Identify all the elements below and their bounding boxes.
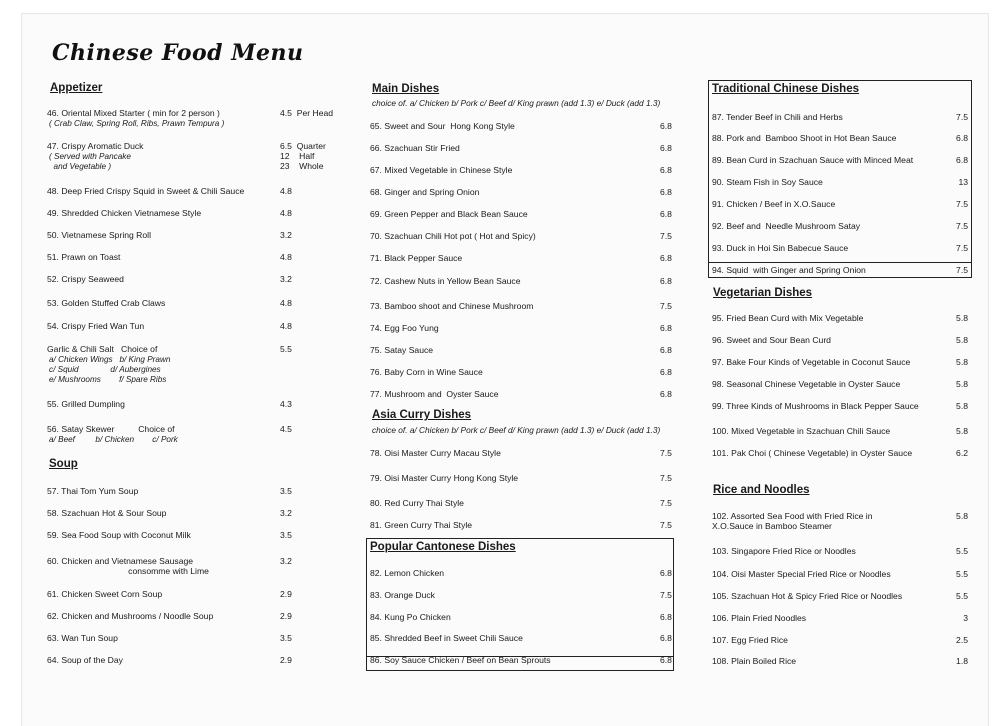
item-name: 104. Oisi Master Special Fried Rice or Noodles bbox=[712, 569, 891, 579]
traditional-item bbox=[712, 155, 972, 165]
item-price: 5.5 bbox=[956, 569, 968, 579]
item-price: 7.5 bbox=[660, 473, 672, 483]
item-name: Garlic & Chili Salt Choice of bbox=[47, 344, 158, 354]
rice-item bbox=[712, 511, 972, 531]
item-price: 3.2 bbox=[280, 556, 292, 566]
vegetarian-item bbox=[712, 379, 972, 389]
item-name: 99. Three Kinds of Mushrooms in Black Pepper Sauce bbox=[712, 401, 919, 411]
item-price: 6.8 bbox=[660, 345, 672, 355]
menu-title: Chinese Food Menu bbox=[52, 40, 304, 66]
item-name: 86. Soy Sauce Chicken / Beef on Bean Sprouts bbox=[370, 655, 551, 665]
item-price: 5.8 bbox=[956, 426, 968, 436]
item-name: 85. Shredded Beef in Sweet Chili Sauce bbox=[370, 633, 523, 643]
item-price: 2.9 bbox=[280, 611, 292, 621]
item-name: 82. Lemon Chicken bbox=[370, 568, 445, 578]
item-name: 67. Mixed Vegetable in Chinese Style bbox=[370, 165, 513, 175]
cantonese-item bbox=[370, 612, 690, 622]
item-name: 95. Fried Bean Curd with Mix Vegetable bbox=[712, 313, 864, 323]
item-name: 101. Pak Choi ( Chinese Vegetable) in Oyster Sauce bbox=[712, 448, 913, 458]
item-name: 52. Crispy Seaweed bbox=[47, 274, 124, 284]
item-price: 6.8 bbox=[660, 143, 672, 153]
curry-note: choice of. a/ Chicken b/ Pork c/ Beef d/ King prawn (add 1.3) e/ Duck (add 1.3) bbox=[372, 425, 661, 435]
item-price: 6.8 bbox=[660, 655, 672, 665]
soup-item bbox=[47, 611, 347, 621]
item-name: 66. Szachuan Stir Fried bbox=[370, 143, 460, 153]
item-name: 62. Chicken and Mushrooms / Noodle Soup bbox=[47, 611, 214, 621]
item-name: 89. Bean Curd in Szachuan Sauce with Minced Meat bbox=[712, 155, 914, 165]
main-item bbox=[370, 323, 690, 333]
item-price: 6.8 bbox=[956, 155, 968, 165]
item-price: 7.5 bbox=[956, 221, 968, 231]
item-name: 57. Thai Tom Yum Soup bbox=[47, 486, 139, 496]
vegetarian-header: Vegetarian Dishes bbox=[713, 287, 813, 299]
item-name: 90. Steam Fish in Soy Sauce bbox=[712, 177, 823, 187]
vegetarian-item bbox=[712, 401, 972, 411]
item-price: 6.8 bbox=[660, 323, 672, 333]
appetizer-item bbox=[47, 186, 347, 196]
item-price: 7.5 bbox=[956, 199, 968, 209]
main-item bbox=[370, 367, 690, 377]
cantonese-header: Popular Cantonese Dishes bbox=[370, 541, 516, 553]
item-name: 105. Szachuan Hot & Spicy Fried Rice or Noodles bbox=[712, 591, 903, 601]
traditional-item bbox=[712, 221, 972, 231]
item-name: 70. Szachuan Chili Hot pot ( Hot and Spicy) bbox=[370, 231, 536, 241]
item-price: 5.8 bbox=[956, 511, 968, 521]
appetizer-item bbox=[47, 424, 347, 444]
item-price: 6.8 bbox=[660, 276, 672, 286]
item-price: 7.5 bbox=[956, 112, 968, 122]
item-price: 3.2 bbox=[280, 230, 292, 240]
cantonese-item bbox=[370, 568, 690, 578]
traditional-item bbox=[712, 265, 972, 275]
item-price: 5.8 bbox=[956, 335, 968, 345]
traditional-item bbox=[712, 112, 972, 122]
appetizer-item bbox=[47, 298, 347, 308]
item-name: 78. Oisi Master Curry Macau Style bbox=[370, 448, 501, 458]
item-name: 91. Chicken / Beef in X.O.Sauce bbox=[712, 199, 836, 209]
item-name: 59. Sea Food Soup with Coconut Milk bbox=[47, 530, 191, 540]
item-price: 1.8 bbox=[956, 656, 968, 666]
item-name: 107. Egg Fried Rice bbox=[712, 635, 788, 645]
item-price: 6.8 bbox=[660, 121, 672, 131]
item-price: 6.8 bbox=[956, 133, 968, 143]
item-price: 4.3 bbox=[280, 399, 292, 409]
item-price: 7.5 bbox=[660, 231, 672, 241]
item-name: 49. Shredded Chicken Vietnamese Style bbox=[47, 208, 202, 218]
item-price: 4.8 bbox=[280, 252, 292, 262]
appetizer-item bbox=[47, 141, 347, 172]
item-name: 96. Sweet and Sour Bean Curd bbox=[712, 335, 831, 345]
item-price: 5.5 bbox=[280, 344, 292, 354]
item-name: 94. Squid with Ginger and Spring Onion bbox=[712, 265, 866, 275]
soup-item bbox=[47, 633, 347, 643]
item-name: 88. Pork and Bamboo Shoot in Hot Bean Sauce bbox=[712, 133, 897, 143]
item-price: 6.8 bbox=[660, 253, 672, 263]
item-name: 74. Egg Foo Yung bbox=[370, 323, 439, 333]
appetizer-item bbox=[47, 344, 347, 385]
traditional-item bbox=[712, 243, 972, 253]
item-name: 56. Satay Skewer Choice of bbox=[47, 424, 175, 434]
item-name: 73. Bamboo shoot and Chinese Mushroom bbox=[370, 301, 534, 311]
item-price: 4.8 bbox=[280, 298, 292, 308]
item-price: 3.2 bbox=[280, 508, 292, 518]
soup-item bbox=[47, 486, 347, 496]
item-name: 102. Assorted Sea Food with Fried Rice in X.O.Sauce in Bamboo Steamer bbox=[712, 511, 873, 532]
item-price: 5.8 bbox=[956, 379, 968, 389]
item-name: 79. Oisi Master Curry Hong Kong Style bbox=[370, 473, 519, 483]
item-price: 6.8 bbox=[660, 633, 672, 643]
item-name: 76. Baby Corn in Wine Sauce bbox=[370, 367, 483, 377]
item-price: 4.8 bbox=[280, 208, 292, 218]
item-name: 68. Ginger and Spring Onion bbox=[370, 187, 480, 197]
main-item bbox=[370, 301, 690, 311]
main-item bbox=[370, 231, 690, 241]
rice-item bbox=[712, 591, 972, 601]
item-price: 4.8 bbox=[280, 186, 292, 196]
main-dishes-header: Main Dishes bbox=[372, 83, 440, 95]
vegetarian-item bbox=[712, 426, 972, 436]
item-price: 7.5 bbox=[660, 301, 672, 311]
item-price: 7.5 bbox=[660, 448, 672, 458]
item-price: 6.8 bbox=[660, 367, 672, 377]
cantonese-item bbox=[370, 655, 690, 665]
curry-item bbox=[370, 498, 690, 508]
item-price: 3 bbox=[963, 613, 968, 623]
main-item bbox=[370, 389, 690, 399]
appetizer-item bbox=[47, 208, 347, 218]
item-name: 50. Vietnamese Spring Roll bbox=[47, 230, 151, 240]
item-price: 3.5 bbox=[280, 530, 292, 540]
item-price: 5.5 bbox=[956, 546, 968, 556]
vegetarian-item bbox=[712, 335, 972, 345]
item-price: 6.8 bbox=[660, 612, 672, 622]
soup-item bbox=[47, 530, 347, 540]
item-name: 87. Tender Beef in Chili and Herbs bbox=[712, 112, 843, 122]
item-name: 69. Green Pepper and Black Bean Sauce bbox=[370, 209, 528, 219]
item-price: 3.5 bbox=[280, 633, 292, 643]
item-description: ( Crab Claw, Spring Roll, Ribs, Prawn Tempura ) bbox=[49, 119, 225, 128]
appetizer-item bbox=[47, 321, 347, 331]
item-price: 6.8 bbox=[660, 389, 672, 399]
main-item bbox=[370, 165, 690, 175]
main-item bbox=[370, 121, 690, 131]
item-name: 51. Prawn on Toast bbox=[47, 252, 121, 262]
item-price: 7.5 bbox=[660, 498, 672, 508]
item-name: 98. Seasonal Chinese Vegetable in Oyster Sauce bbox=[712, 379, 901, 389]
item-description: ( Served with Pancake and Vegetable ) bbox=[49, 152, 131, 172]
item-price: 4.5 Per Head bbox=[280, 108, 334, 118]
item-name: 92. Beef and Needle Mushroom Satay bbox=[712, 221, 861, 231]
main-dishes-note: choice of. a/ Chicken b/ Pork c/ Beef d/ King prawn (add 1.3) e/ Duck (add 1.3) bbox=[372, 98, 661, 108]
rice-item bbox=[712, 546, 972, 556]
traditional-item bbox=[712, 199, 972, 209]
item-price: 6.8 bbox=[660, 568, 672, 578]
item-price: 6.2 bbox=[956, 448, 968, 458]
soup-item bbox=[47, 655, 347, 665]
rice-item bbox=[712, 656, 972, 666]
item-price: 6.8 bbox=[660, 187, 672, 197]
item-price: 7.5 bbox=[956, 243, 968, 253]
curry-item bbox=[370, 520, 690, 530]
curry-item bbox=[370, 473, 690, 483]
item-name: 65. Sweet and Sour Hong Kong Style bbox=[370, 121, 515, 131]
main-item bbox=[370, 209, 690, 219]
appetizer-item bbox=[47, 108, 347, 128]
item-price: 3.5 bbox=[280, 486, 292, 496]
vegetarian-item bbox=[712, 448, 972, 458]
vegetarian-item bbox=[712, 313, 972, 323]
soup-header: Soup bbox=[49, 458, 78, 470]
rice-item bbox=[712, 635, 972, 645]
item-name: 61. Chicken Sweet Corn Soup bbox=[47, 589, 163, 599]
item-name: 46. Oriental Mixed Starter ( min for 2 person ) bbox=[47, 108, 220, 118]
item-name: 54. Crispy Fried Wan Tun bbox=[47, 321, 145, 331]
item-price: 6.8 bbox=[660, 209, 672, 219]
item-name: 64. Soup of the Day bbox=[47, 655, 123, 665]
item-price: 2.9 bbox=[280, 655, 292, 665]
vegetarian-item bbox=[712, 357, 972, 367]
item-name: 53. Golden Stuffed Crab Claws bbox=[47, 298, 166, 308]
item-name: 80. Red Curry Thai Style bbox=[370, 498, 464, 508]
cantonese-box bbox=[366, 538, 674, 671]
curry-header: Asia Curry Dishes bbox=[372, 409, 472, 421]
rice-item bbox=[712, 569, 972, 579]
appetizer-item bbox=[47, 274, 347, 284]
item-name: 58. Szachuan Hot & Sour Soup bbox=[47, 508, 167, 518]
item-price: 2.9 bbox=[280, 589, 292, 599]
item-name: 77. Mushroom and Oyster Sauce bbox=[370, 389, 499, 399]
traditional-item bbox=[712, 133, 972, 143]
item-price: 5.8 bbox=[956, 313, 968, 323]
item-name: 108. Plain Boiled Rice bbox=[712, 656, 797, 666]
item-price: 3.2 bbox=[280, 274, 292, 284]
main-item bbox=[370, 253, 690, 263]
item-name: 60. Chicken and Vietnamese Sausage consomme with Lime bbox=[47, 556, 209, 577]
item-name: 93. Duck in Hoi Sin Babecue Sauce bbox=[712, 243, 849, 253]
soup-item bbox=[47, 589, 347, 599]
item-name: 75. Satay Sauce bbox=[370, 345, 434, 355]
appetizer-item bbox=[47, 230, 347, 240]
item-name: 47. Crispy Aromatic Duck bbox=[47, 141, 144, 151]
item-price: 6.8 bbox=[660, 165, 672, 175]
curry-item bbox=[370, 448, 690, 458]
rice-item bbox=[712, 613, 972, 623]
item-name: 103. Singapore Fried Rice or Noodles bbox=[712, 546, 856, 556]
cantonese-item bbox=[370, 590, 690, 600]
item-name: 48. Deep Fried Crispy Squid in Sweet & Chili Sauce bbox=[47, 186, 245, 196]
item-price: 7.5 bbox=[660, 520, 672, 530]
item-price: 4.8 bbox=[280, 321, 292, 331]
item-price: 2.5 bbox=[956, 635, 968, 645]
rice-header: Rice and Noodles bbox=[713, 484, 810, 496]
item-name: 71. Black Pepper Sauce bbox=[370, 253, 463, 263]
appetizer-header: Appetizer bbox=[50, 82, 103, 94]
item-name: 100. Mixed Vegetable in Szachuan Chili Sauce bbox=[712, 426, 891, 436]
item-price: 7.5 bbox=[660, 590, 672, 600]
item-name: 84. Kung Po Chicken bbox=[370, 612, 451, 622]
item-price: 5.5 bbox=[956, 591, 968, 601]
main-item bbox=[370, 143, 690, 153]
item-name: 55. Grilled Dumpling bbox=[47, 399, 125, 409]
cantonese-item bbox=[370, 633, 690, 643]
item-description: a/ Chicken Wings b/ King Prawn c/ Squid d/ Aubergines e/ Mushrooms f/ Spare Ribs bbox=[49, 355, 171, 385]
item-price: 7.5 bbox=[956, 265, 968, 275]
item-name: 81. Green Curry Thai Style bbox=[370, 520, 473, 530]
main-item bbox=[370, 345, 690, 355]
traditional-item bbox=[712, 177, 972, 187]
main-item bbox=[370, 187, 690, 197]
item-price: 5.8 bbox=[956, 401, 968, 411]
item-price: 4.5 bbox=[280, 424, 292, 434]
item-name: 72. Cashew Nuts in Yellow Bean Sauce bbox=[370, 276, 521, 286]
item-price: 6.5 Quarter 12 Half 23 Whole bbox=[280, 141, 326, 172]
traditional-header: Traditional Chinese Dishes bbox=[712, 83, 859, 95]
item-description: a/ Beef b/ Chicken c/ Pork bbox=[49, 435, 178, 444]
appetizer-item bbox=[47, 252, 347, 262]
soup-item bbox=[47, 508, 347, 518]
item-name: 63. Wan Tun Soup bbox=[47, 633, 118, 643]
item-price: 5.8 bbox=[956, 357, 968, 367]
soup-item bbox=[47, 556, 347, 576]
item-name: 83. Orange Duck bbox=[370, 590, 435, 600]
main-item bbox=[370, 276, 690, 286]
item-name: 97. Bake Four Kinds of Vegetable in Coconut Sauce bbox=[712, 357, 911, 367]
item-name: 106. Plain Fried Noodles bbox=[712, 613, 807, 623]
item-price: 13 bbox=[958, 177, 968, 187]
appetizer-item bbox=[47, 399, 347, 409]
